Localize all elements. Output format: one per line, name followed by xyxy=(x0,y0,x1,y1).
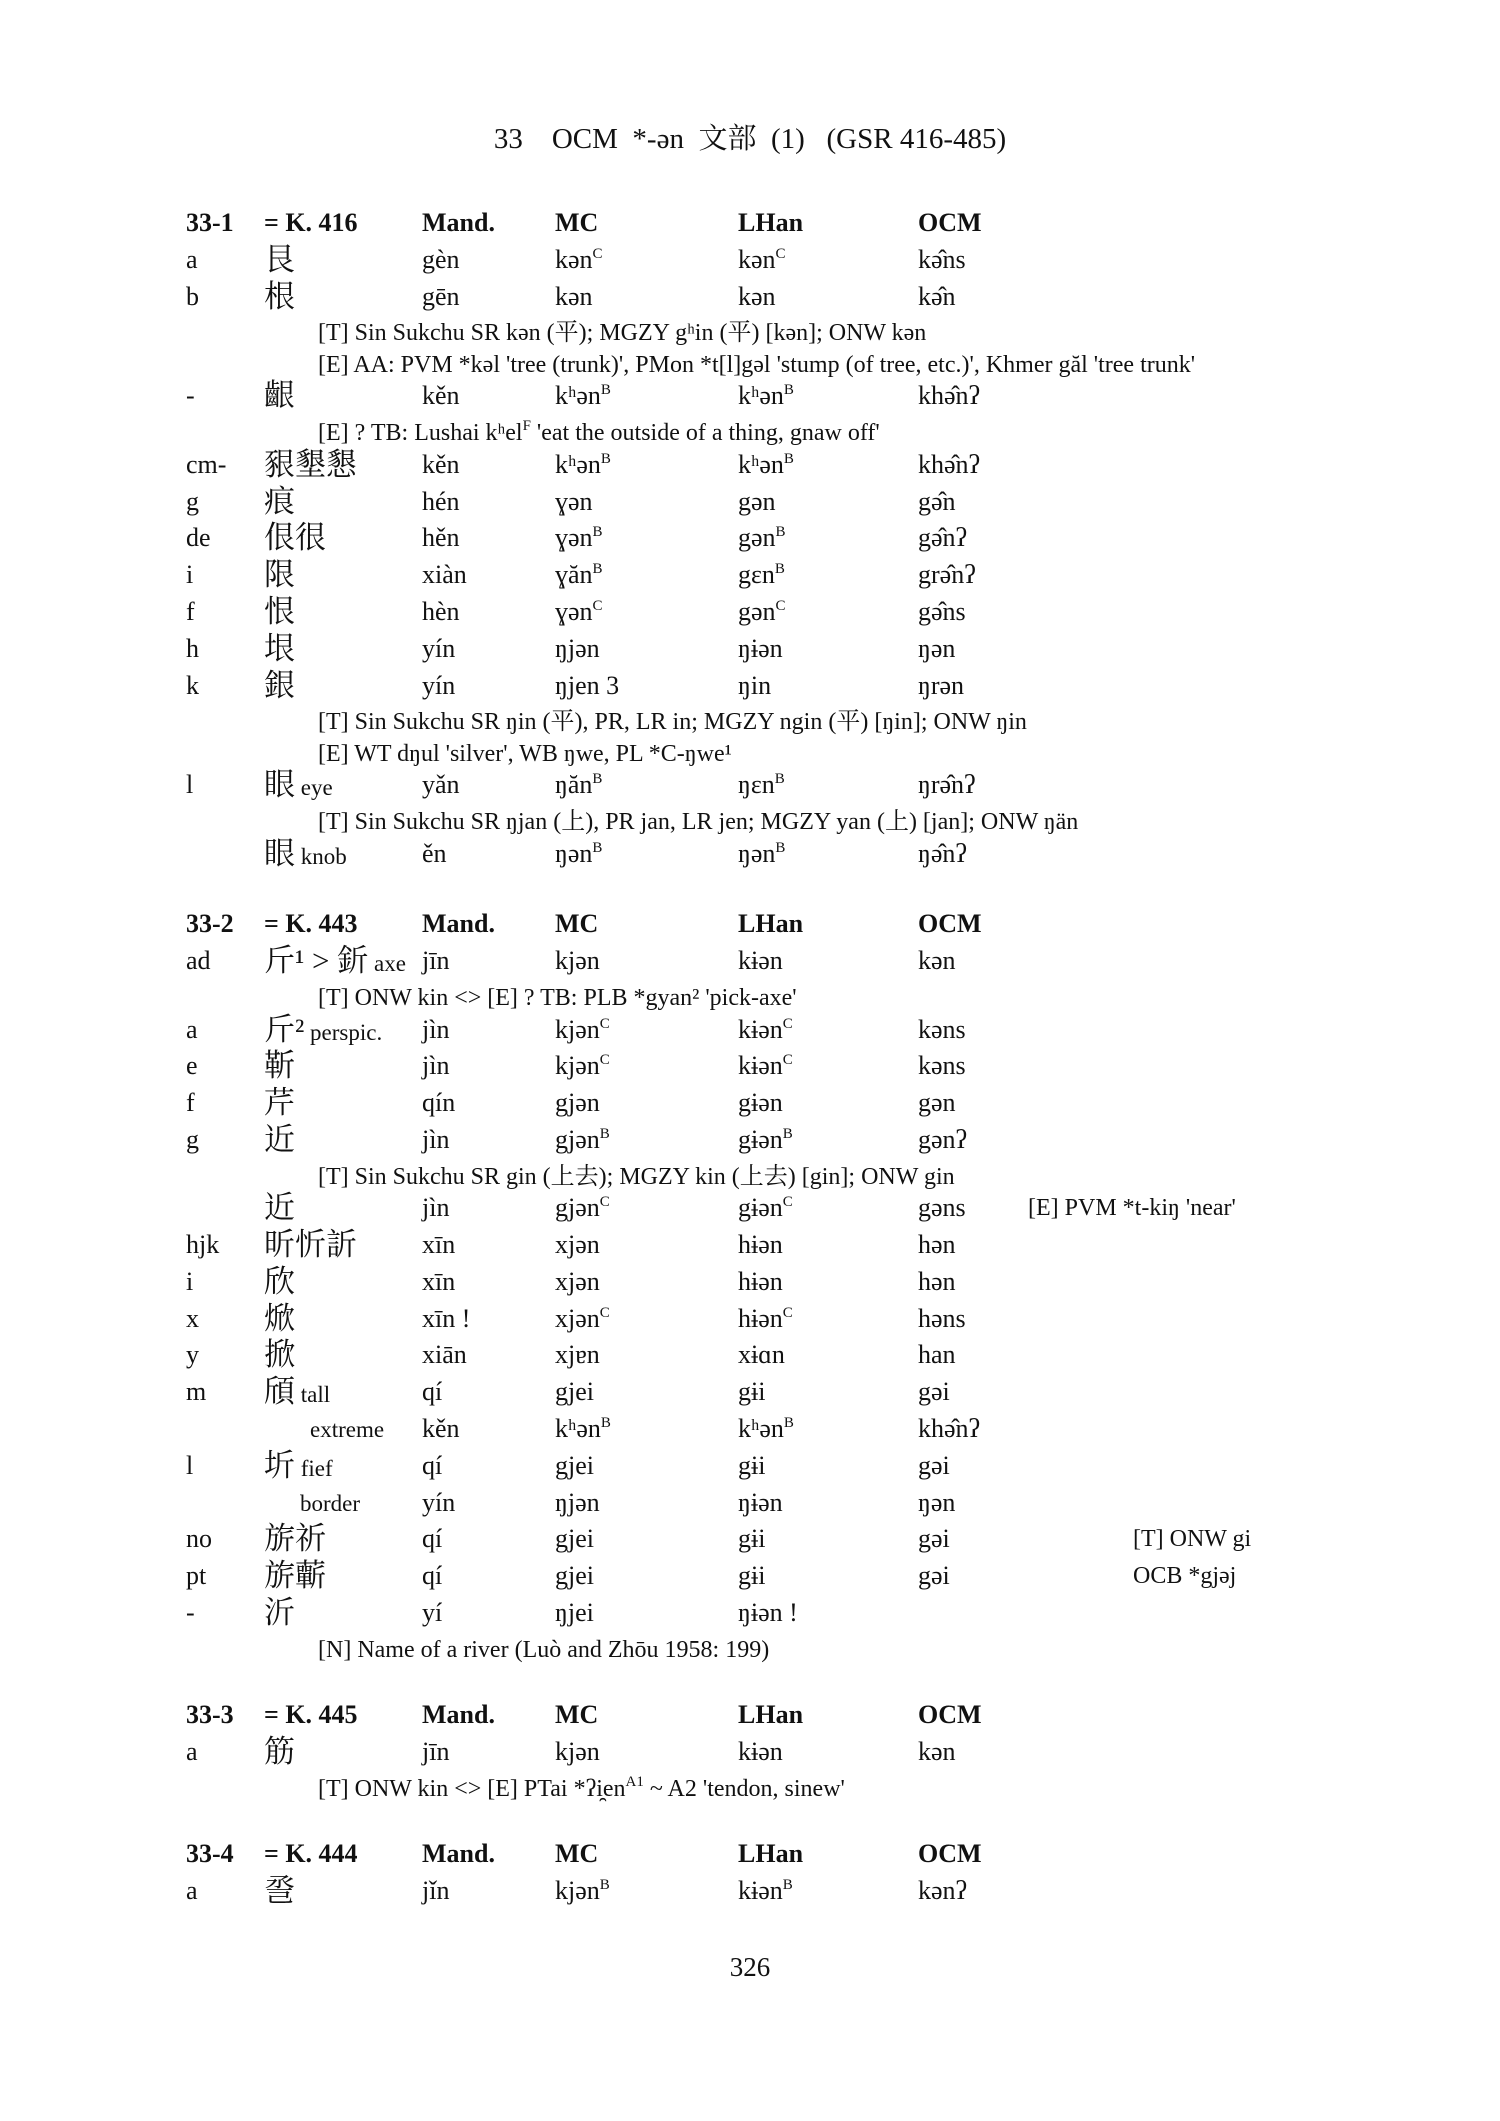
entry-label: i xyxy=(186,560,194,590)
entry-note: [T] Sin Sukchu SR ŋjan (上), PR jan, LR jen; MGZY yan (上) [jan]; ONW ŋän xyxy=(318,809,1079,836)
entry-character xyxy=(264,1521,326,1559)
middle-chinese-reading: ŋăn$^B$ xyxy=(555,770,603,800)
entry-label: g xyxy=(186,486,199,516)
old-chinese-reading: kəns xyxy=(918,1051,966,1081)
column-header: LHan xyxy=(738,208,804,237)
middle-chinese-reading: kjən$^C$ xyxy=(555,1051,610,1081)
column-header: Mand. xyxy=(422,1700,495,1730)
middle-chinese-reading: kən xyxy=(555,281,593,311)
page-title: 33 OCM *-ən 文部 (1) (GSR 416-485) xyxy=(493,123,1007,155)
mandarin-reading: xīn xyxy=(422,1266,456,1296)
later-han-reading: hɨən xyxy=(738,1266,783,1296)
entry-label: k xyxy=(186,670,199,700)
old-chinese-reading: kənʔ xyxy=(918,1876,968,1906)
mandarin-reading: jìn xyxy=(422,1051,450,1081)
old-chinese-reading: kən xyxy=(918,946,956,976)
later-han-reading: kɨən$^B$ xyxy=(738,1876,793,1906)
middle-chinese-reading: kʰən$^B$ xyxy=(555,381,611,411)
entry-label: f xyxy=(186,596,195,626)
old-chinese-reading: ŋən xyxy=(918,633,956,663)
entry-label: no xyxy=(186,1524,212,1554)
later-han-reading: xɨɑn xyxy=(738,1340,785,1370)
middle-chinese-reading: gjei xyxy=(555,1524,594,1554)
mandarin-reading: yí xyxy=(422,1598,443,1627)
entry-gloss: fief xyxy=(295,1455,333,1481)
entry-label: l xyxy=(186,770,194,800)
entry-character xyxy=(264,1558,326,1596)
later-han-reading: kən xyxy=(738,281,776,311)
character-glyph: 根 xyxy=(264,278,295,314)
middle-chinese-reading: gjei xyxy=(555,1561,594,1591)
old-chinese-reading: ŋən xyxy=(918,1487,956,1517)
old-chinese-reading: kən xyxy=(918,1737,956,1767)
mandarin-reading: qí xyxy=(422,1450,443,1480)
character-glyph: 近 xyxy=(264,1190,295,1226)
entry-character xyxy=(264,242,295,280)
entry-character xyxy=(264,1595,295,1633)
entry-gloss: extreme xyxy=(310,1417,385,1442)
later-han-reading: gɨən$^B$ xyxy=(738,1124,793,1154)
middle-chinese-reading: ɣən$^C$ xyxy=(555,596,603,626)
character-glyph: 佷很 xyxy=(264,520,326,556)
karlgren-ref: = K. 444 xyxy=(264,1839,358,1869)
old-chinese-reading: hən xyxy=(918,1230,956,1259)
mandarin-reading: jīn xyxy=(422,946,450,976)
mandarin-reading: jǐn xyxy=(422,1876,450,1906)
character-glyph: 芹 xyxy=(264,1085,295,1121)
middle-chinese-reading: gjən$^C$ xyxy=(555,1193,610,1223)
column-header: MC xyxy=(555,208,599,237)
middle-chinese-reading: gjei xyxy=(555,1450,594,1480)
mandarin-reading: hén xyxy=(422,486,460,516)
entry-character xyxy=(264,1190,295,1228)
entry-label: y xyxy=(186,1340,199,1370)
column-header: LHan xyxy=(738,1839,804,1869)
entry-character xyxy=(264,631,295,669)
later-han-reading: kən$^C$ xyxy=(738,244,786,274)
entry-label: b xyxy=(186,281,199,311)
middle-chinese-reading: xjən$^C$ xyxy=(555,1303,610,1333)
entry-character xyxy=(264,767,333,806)
later-han-reading: ŋin xyxy=(738,670,772,700)
later-han-reading: kɨən xyxy=(738,1737,783,1767)
entry-label: g xyxy=(186,1124,199,1154)
mandarin-reading: xiàn xyxy=(422,560,467,590)
entry-character xyxy=(264,1085,295,1123)
entry-note: [E] AA: PVM *kəl 'tree (trunk)', PMon *t[l]gəl 'stump (of tree, etc.)', Khmer găl 'tree trunk' xyxy=(318,351,1196,378)
middle-chinese-reading: xjən xyxy=(555,1266,600,1296)
entry-character xyxy=(264,1337,295,1375)
middle-chinese-reading: kən$^C$ xyxy=(555,244,603,274)
karlgren-ref: = K. 443 xyxy=(264,909,358,939)
character-glyph: 旂祈 xyxy=(264,1521,326,1557)
mandarin-reading: qí xyxy=(422,1377,443,1407)
later-han-reading: ŋɨən ! xyxy=(738,1598,798,1627)
entry-label: h xyxy=(186,633,199,663)
entry-note: [N] Name of a river (Luò and Zhōu 1958: 199) xyxy=(318,1636,770,1663)
character-glyph: 垠 xyxy=(264,630,295,666)
later-han-reading: kɨən$^C$ xyxy=(738,1014,793,1044)
middle-chinese-reading: ŋjən xyxy=(555,1487,600,1517)
old-chinese-reading: han xyxy=(918,1340,956,1370)
character-glyph: 銀 xyxy=(264,667,295,703)
old-chinese-reading: grə̂nʔ xyxy=(918,560,976,590)
entry-extra-note: [T] ONW gi xyxy=(1133,1526,1252,1553)
middle-chinese-reading: ŋjen 3 xyxy=(555,670,620,700)
entry-character xyxy=(264,1873,295,1911)
column-header: MC xyxy=(555,909,599,939)
entry-label: pt xyxy=(186,1561,207,1591)
later-han-reading: gɨi xyxy=(738,1450,766,1480)
entry-label: i xyxy=(186,1266,194,1296)
entry-extra-note: OCB *gjəj xyxy=(1133,1563,1237,1590)
entry-character xyxy=(264,594,295,632)
entry-label: - xyxy=(186,381,195,411)
mandarin-reading: hěn xyxy=(422,523,460,553)
character-glyph: 昕忻訢 xyxy=(264,1227,357,1262)
mandarin-reading: xiān xyxy=(422,1340,467,1370)
middle-chinese-reading: ŋən$^B$ xyxy=(555,838,603,868)
middle-chinese-reading: ŋjən xyxy=(555,633,600,663)
column-header: MC xyxy=(555,1700,599,1730)
character-glyph: 痕 xyxy=(264,483,295,519)
entry-character xyxy=(264,484,295,522)
later-han-reading: ŋən$^B$ xyxy=(738,838,786,868)
mandarin-reading: jīn xyxy=(422,1737,450,1767)
entry-label: a xyxy=(186,1737,198,1767)
character-glyph: 斤² xyxy=(264,1011,305,1047)
mandarin-reading: jìn xyxy=(422,1124,450,1154)
character-glyph: 限 xyxy=(264,557,295,593)
later-han-reading: gɨən xyxy=(738,1088,783,1118)
old-chinese-reading: khə̂nʔ xyxy=(918,449,981,479)
later-han-reading: kɨən xyxy=(738,946,783,976)
old-chinese-reading: kə̂ns xyxy=(918,244,966,274)
karlgren-ref: = K. 445 xyxy=(264,1700,358,1730)
mandarin-reading: yín xyxy=(422,670,456,700)
column-header: OCM xyxy=(918,1839,982,1869)
character-glyph: 恨 xyxy=(264,593,295,629)
entry-label: f xyxy=(186,1088,195,1118)
old-chinese-reading: gən xyxy=(918,1088,956,1118)
entry-character xyxy=(264,668,295,706)
entry-character xyxy=(264,1264,295,1302)
character-glyph: 沂 xyxy=(264,1595,295,1630)
section-id: 33-3 xyxy=(186,1700,234,1730)
character-glyph: 巹 xyxy=(264,1873,295,1909)
entry-gloss: knob xyxy=(295,843,347,869)
entry-character xyxy=(264,1411,384,1448)
character-glyph: 眼 xyxy=(264,835,295,871)
entry-character xyxy=(264,1122,295,1160)
character-glyph: 艮 xyxy=(264,241,295,277)
entry-label: m xyxy=(186,1377,207,1407)
middle-chinese-reading: gjən$^B$ xyxy=(555,1124,610,1154)
old-chinese-reading: ŋrən xyxy=(918,670,965,700)
entry-character xyxy=(264,1012,382,1051)
mandarin-reading: kěn xyxy=(422,449,460,479)
entry-note: [T] Sin Sukchu SR ŋin (平), PR, LR in; MGZY ngin (平) [ŋin]; ONW ŋin xyxy=(318,709,1027,736)
middle-chinese-reading: ɣən xyxy=(555,486,593,516)
section-id: 33-4 xyxy=(186,1839,234,1869)
middle-chinese-reading: xjɐn xyxy=(555,1340,600,1370)
entry-gloss: axe xyxy=(368,951,406,977)
middle-chinese-reading: kjən$^B$ xyxy=(555,1876,610,1906)
later-han-reading: kʰən$^B$ xyxy=(738,449,794,479)
later-han-reading: hɨən$^C$ xyxy=(738,1303,793,1333)
later-han-reading: gɨi xyxy=(738,1561,766,1591)
middle-chinese-reading: ɣăn$^B$ xyxy=(555,560,603,590)
character-glyph: 圻 xyxy=(264,1447,295,1483)
character-glyph: 近 xyxy=(264,1121,295,1157)
later-han-reading: kʰən$^B$ xyxy=(738,1414,794,1443)
column-header: OCM xyxy=(918,909,982,939)
later-han-reading: gən$^B$ xyxy=(738,523,786,553)
middle-chinese-reading: kʰən$^B$ xyxy=(555,1414,611,1443)
mandarin-reading: hèn xyxy=(422,596,460,626)
column-header: Mand. xyxy=(422,208,495,237)
entry-character xyxy=(264,378,295,416)
mandarin-reading: ěn xyxy=(422,838,447,868)
old-chinese-reading: kəns xyxy=(918,1014,966,1044)
column-header: MC xyxy=(555,1839,599,1869)
mandarin-reading: yǎn xyxy=(422,770,460,800)
middle-chinese-reading: kjən xyxy=(555,1737,600,1767)
character-glyph: 齦 xyxy=(264,378,295,414)
later-han-reading: gɨi xyxy=(738,1524,766,1554)
later-han-reading: gɨən$^C$ xyxy=(738,1193,793,1223)
entry-gloss: eye xyxy=(295,775,333,801)
middle-chinese-reading: xjən xyxy=(555,1230,600,1259)
mandarin-reading: jìn xyxy=(422,1014,450,1044)
middle-chinese-reading: kjən xyxy=(555,946,600,976)
mandarin-reading: qí xyxy=(422,1561,443,1591)
entry-label: de xyxy=(186,523,211,553)
entry-character xyxy=(264,836,347,875)
column-header: LHan xyxy=(738,909,804,939)
entry-character xyxy=(264,520,326,558)
column-header: Mand. xyxy=(422,1839,495,1869)
old-chinese-reading: gəi xyxy=(918,1450,950,1480)
old-chinese-reading: ŋə̂nʔ xyxy=(918,838,967,868)
section-id: 33-2 xyxy=(186,909,234,939)
later-han-reading: hɨən xyxy=(738,1230,783,1259)
entry-character xyxy=(264,557,295,595)
middle-chinese-reading: gjən xyxy=(555,1088,600,1118)
mandarin-reading: qí xyxy=(422,1524,443,1554)
entry-label: e xyxy=(186,1051,198,1081)
mandarin-reading: xīn ! xyxy=(422,1303,471,1333)
mandarin-reading: qín xyxy=(422,1088,456,1118)
entry-note: [T] ONW kin <> [E] PTai $*ʔi̯en^{A1}$ ~ A2 'tendon, sinew' xyxy=(318,1773,845,1802)
character-glyph: 筋 xyxy=(264,1734,295,1770)
entry-gloss: perspic. xyxy=(304,1019,383,1045)
character-glyph: 欣 xyxy=(264,1263,295,1299)
old-chinese-reading: ŋrə̂nʔ xyxy=(918,770,976,800)
middle-chinese-reading: ŋjei xyxy=(555,1598,594,1627)
entry-character xyxy=(264,943,406,982)
entry-character xyxy=(264,1227,357,1265)
entry-character xyxy=(264,1301,295,1339)
column-header: OCM xyxy=(918,1700,982,1730)
mandarin-reading: gēn xyxy=(422,281,460,311)
middle-chinese-reading: kʰən$^B$ xyxy=(555,449,611,479)
mandarin-reading: yín xyxy=(422,633,456,663)
entry-note: [E] WT dŋul 'silver', WB ŋwe, PL *C-ŋwe¹ xyxy=(318,740,732,767)
later-han-reading: gən xyxy=(738,486,776,516)
character-glyph: 頎 xyxy=(264,1374,295,1410)
old-chinese-reading: gəns xyxy=(918,1193,966,1223)
old-chinese-reading: gənʔ xyxy=(918,1124,968,1154)
entry-gloss: border xyxy=(300,1490,361,1516)
later-han-reading: ŋɨən xyxy=(738,633,783,663)
character-glyph: 靳 xyxy=(264,1048,295,1084)
entry-character xyxy=(264,279,295,317)
character-glyph: 眼 xyxy=(264,767,295,803)
middle-chinese-reading: gjei xyxy=(555,1377,594,1407)
entry-label: a xyxy=(186,1876,198,1906)
page-number: 326 xyxy=(729,1952,771,1982)
entry-extra-note: [E] PVM *t-kiŋ 'near' xyxy=(1028,1195,1236,1222)
entry-label: l xyxy=(186,1450,194,1480)
later-han-reading: kɨən$^C$ xyxy=(738,1051,793,1081)
entry-note: [T] Sin Sukchu SR kən (平); MGZY gʰin (平) [kən]; ONW kən xyxy=(318,320,927,347)
old-chinese-reading: kə̂n xyxy=(918,281,956,311)
later-han-reading: gɨi xyxy=(738,1377,766,1407)
mandarin-reading: jìn xyxy=(422,1193,450,1223)
column-header: Mand. xyxy=(422,909,495,939)
middle-chinese-reading: ɣən$^B$ xyxy=(555,523,603,553)
column-header: OCM xyxy=(918,208,982,237)
mandarin-reading: gèn xyxy=(422,244,460,274)
entry-character xyxy=(264,447,357,485)
entry-label: a xyxy=(186,1014,198,1044)
character-glyph: 斤¹ > 釿 xyxy=(264,943,369,979)
entry-character xyxy=(264,1734,295,1772)
entry-character xyxy=(264,1485,360,1522)
middle-chinese-reading: kjən$^C$ xyxy=(555,1014,610,1044)
old-chinese-reading: gə̂ns xyxy=(918,596,966,626)
entry-character xyxy=(264,1374,330,1413)
character-glyph: 掀 xyxy=(264,1337,295,1373)
old-chinese-reading: gə̂n xyxy=(918,486,956,516)
character-glyph: 焮 xyxy=(264,1300,295,1336)
later-han-reading: ŋɨən xyxy=(738,1487,783,1517)
later-han-reading: gən$^C$ xyxy=(738,596,786,626)
karlgren-ref: = K. 416 xyxy=(264,208,358,237)
old-chinese-reading: khə̂nʔ xyxy=(918,381,981,411)
old-chinese-reading: khə̂nʔ xyxy=(918,1414,981,1443)
old-chinese-reading: gəi xyxy=(918,1377,950,1407)
column-header: LHan xyxy=(738,1700,804,1730)
entry-label: - xyxy=(186,1598,195,1627)
entry-gloss: tall xyxy=(295,1382,331,1408)
entry-character xyxy=(264,1048,295,1086)
section-id: 33-1 xyxy=(186,208,234,237)
entry-note: [E] ? TB: Lushai kʰel$^F$ 'eat the outside of a thing, gnaw off' xyxy=(318,418,880,447)
entry-note: [T] ONW kin <> [E] ? TB: PLB *gyan² 'pick-axe' xyxy=(318,985,797,1011)
entry-label: x xyxy=(186,1303,199,1333)
mandarin-reading: kěn xyxy=(422,1414,460,1443)
entry-label: ad xyxy=(186,946,211,976)
old-chinese-reading: həns xyxy=(918,1303,966,1333)
character-glyph: 豤墾懇 xyxy=(264,446,357,482)
entry-note: [T] Sin Sukchu SR gin (上去); MGZY kin (上去) [gin]; ONW gin xyxy=(318,1163,955,1190)
mandarin-reading: xīn xyxy=(422,1230,456,1259)
later-han-reading: ŋɛn$^B$ xyxy=(738,770,785,800)
old-chinese-reading: gə̂nʔ xyxy=(918,523,968,553)
entry-character xyxy=(264,1448,333,1487)
entry-label: a xyxy=(186,244,198,274)
entry-label: hjk xyxy=(186,1230,220,1259)
later-han-reading: gɛn$^B$ xyxy=(738,560,785,590)
old-chinese-reading: gəi xyxy=(918,1561,950,1591)
old-chinese-reading: gəi xyxy=(918,1524,950,1554)
character-glyph: 旂蘄 xyxy=(264,1558,326,1594)
mandarin-reading: kěn xyxy=(422,381,460,411)
old-chinese-reading: hən xyxy=(918,1266,956,1296)
later-han-reading: kʰən$^B$ xyxy=(738,381,794,411)
entry-label: cm- xyxy=(186,449,227,479)
mandarin-reading: yín xyxy=(422,1487,456,1517)
